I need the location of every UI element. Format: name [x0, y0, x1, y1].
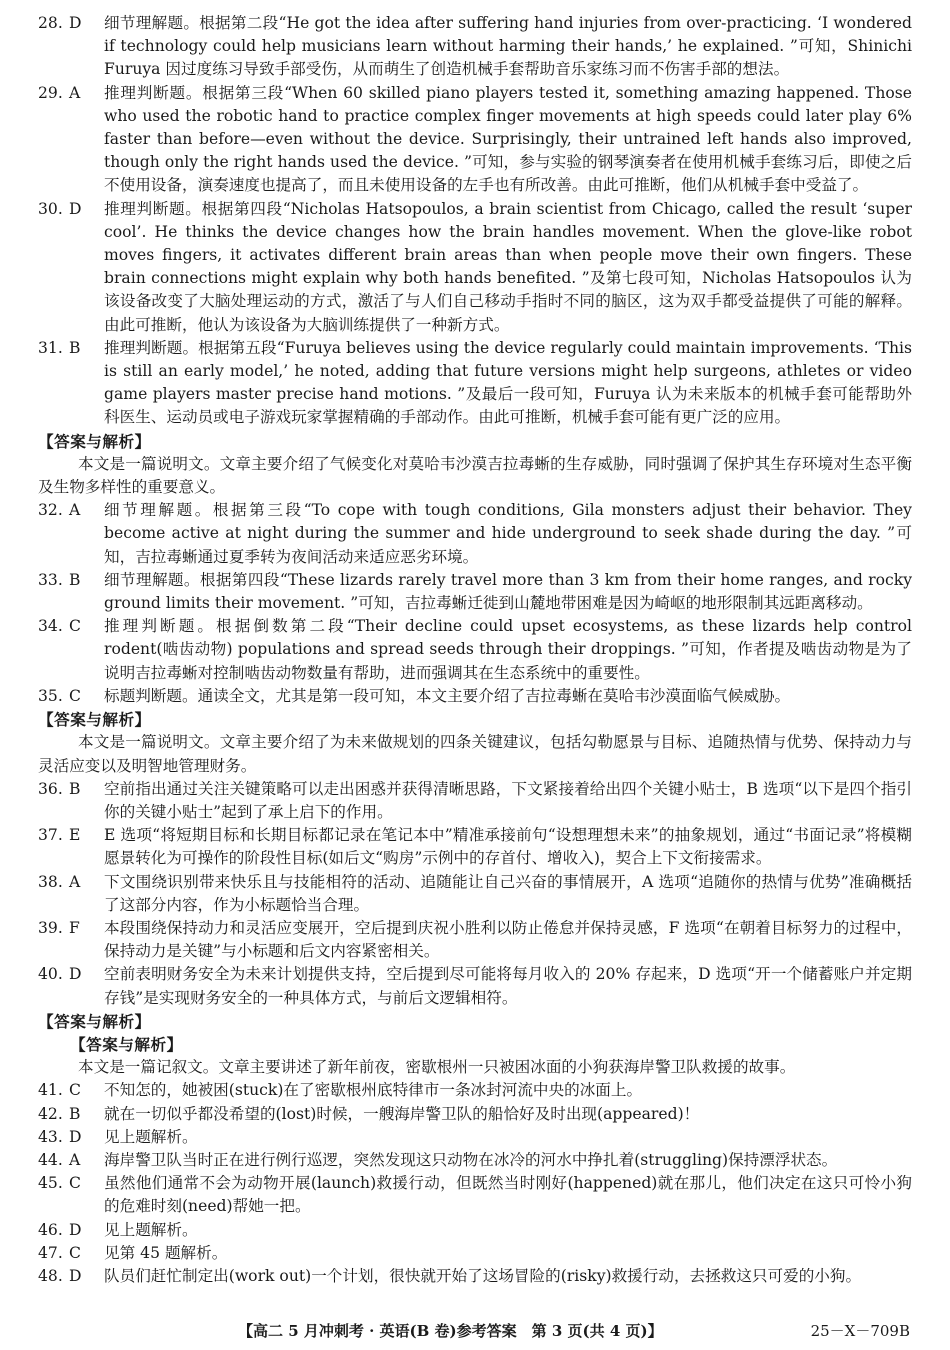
answer-letter: E — [69, 826, 81, 845]
question-number: 45. — [38, 1174, 63, 1193]
question-number: 42. — [38, 1104, 63, 1123]
question-number: 36. — [38, 779, 63, 798]
answer-letter: D — [69, 965, 82, 984]
answer-item — [38, 615, 912, 685]
question-number: 43. — [38, 1127, 63, 1146]
explanation-text: 细节理解题。根据第四段“These lizards rarely travel more than 3 km from their home ranges, and rocky ground limits their movement. ”可知，吉拉毒蜥迁徙到山麓地带困难是因为崎岖的地形限制其远距离移动。 — [104, 570, 912, 613]
question-number: 34. — [38, 617, 63, 636]
explanation-text: 细节理解题。根据第二段“He got the idea after suffering hand injuries from over-practicing. ‘I wondered if technology could help musicians learn without harming their hands,’ he explained. ”可知，Shinichi Furuya 因过度练习导致手部受伤，从而萌生了创造机械手套帮助音乐家练习而不伤害手部的想法。 — [104, 14, 912, 79]
explanation-text: 空前指出通过关注关键策略可以走出困惑并获得清晰思路，下文紧接着给出四个关键小贴士，B 选项“以下是四个指引你的关键小贴士”起到了承上启下的作用。 — [104, 779, 912, 821]
explanation-text: 见上题解析。 — [104, 1220, 198, 1239]
question-number: 40. — [38, 965, 63, 984]
explanation-text: 推理判断题。根据第三段“When 60 skilled piano players tested it, something amazing happened. Those who used the robotic hand to practice complex finger movements at high speeds could later play 6% faster than before—even without the device. Surprisingly, their untrained left hands also improved, though only the right hands used the device. ”可知，参与实验的钢琴演奏者在使用机械手套练习后，即使之后不使用设备，演奏速度也提高了，而且未使用设备的左手也有所改善。由此可推断，他们从机械手套中受益了。 — [104, 83, 912, 195]
answer-item — [38, 82, 912, 198]
answer-item — [38, 1265, 912, 1288]
answer-letter: C — [69, 1081, 81, 1100]
explanation-text: 推理判断题。根据倒数第二段“Their decline could upset ecosystems, as these lizards help control rodent(啮齿动物) populations and spread seeds through their droppings. ”可知，作者提及啮齿动物是为了说明吉拉毒蜥对控制啮齿动物数量有帮助，进而强调其在生态系统中的重要性。 — [104, 617, 912, 682]
explanation-text: 见第 45 题解析。 — [104, 1243, 228, 1262]
answer-letter: F — [69, 918, 80, 937]
answer-item — [38, 1242, 912, 1265]
question-group-32-35 — [38, 499, 912, 708]
question-group-28-31 — [38, 12, 912, 430]
explanation-text: 推理判断题。根据第五段“Furuya believes using the device regularly could maintain improvements. ‘This is still an early model,’ he noted, adding that future versions might help surgeons, athletes or video game players master precise hand motions. ”及最后一段可知，Furuya 认为未来版本的机械手套可能帮助外科医生、运动员或电子游戏玩家掌握精确的手部动作。由此可推断，机械手套可能有更广泛的应用。 — [104, 338, 912, 427]
question-number: 30. — [38, 199, 63, 218]
explanation-text: E 选项“将短期目标和长期目标都记录在笔记本中”精准承接前句“设想理想未来”的抽象规划，通过“书面记录”将模糊愿景转化为可操作的阶段性目标(如后文“购房”示例中的存首付、增收入)，契合上下文衔接需求。 — [104, 826, 912, 868]
question-number: 41. — [38, 1081, 63, 1100]
answer-item — [38, 337, 912, 430]
answer-letter: B — [69, 1104, 81, 1123]
explanation-text: 不知怎的，她被困(stuck)在了密歇根州底特律市一条冰封河流中央的冰面上。 — [104, 1081, 643, 1100]
answer-letter: C — [69, 617, 81, 636]
question-number: 28. — [38, 14, 63, 32]
answer-letter: D — [69, 14, 82, 32]
section-summary: 本文是一篇说明文。文章主要介绍了气候变化对莫哈韦沙漠吉拉毒蜥的生存威胁，同时强调了保护其生存环境对生态平衡及生物多样性的重要意义。 — [38, 454, 912, 497]
answer-letter: A — [69, 83, 81, 102]
answer-item — [38, 1126, 912, 1149]
answer-letter: B — [69, 570, 81, 589]
explanation-text: 本段围绕保持动力和灵活应变展开，空后提到庆祝小胜利以防止倦怠并保持灵感，F 选项“在朝着目标努力的过程中，保持动力是关键”与小标题和后文内容紧密相关。 — [104, 918, 912, 961]
explanation-text: 细节理解题。根据第三段“To cope with tough conditions, Gila monsters adjust their behavior. They become active at night during the summer and hide underground to seek shade during the day. ”可知，吉拉毒蜥通过夏季转为夜间活动来适应恶劣环境。 — [104, 501, 912, 566]
answer-item — [38, 1149, 912, 1172]
answer-letter: D — [69, 1266, 82, 1285]
question-number: 39. — [38, 918, 63, 937]
explanation-text: 就在一切似乎都没希望的(lost)时候，一艘海岸警卫队的船恰好及时出现(appeared)！ — [104, 1104, 700, 1123]
answer-letter: A — [69, 1150, 81, 1169]
footer-title: 【高二 5 月冲刺考 · 英语(B 卷)参考答案 第 3 页(共 4 页)】 — [238, 1322, 663, 1340]
question-number: 31. — [38, 338, 63, 357]
answer-item — [38, 778, 912, 824]
footer-code: 25－X－709B — [810, 1322, 910, 1340]
answer-item — [38, 1172, 912, 1218]
explanation-text: 海岸警卫队当时正在进行例行巡逻，突然发现这只动物在冰冷的河水中挣扎着(struggling)保持漂浮状态。 — [104, 1150, 838, 1169]
answer-item — [38, 685, 912, 708]
section-heading: 【答案与解析】 — [38, 1011, 151, 1031]
answer-letter: B — [69, 779, 81, 798]
question-number: 38. — [38, 872, 63, 891]
page-content — [38, 12, 912, 1288]
question-group-36-40 — [38, 778, 912, 1010]
answer-letter: C — [69, 1174, 81, 1193]
answer-letter: C — [69, 686, 81, 705]
answer-letter: B — [69, 338, 81, 357]
question-number: 29. — [38, 83, 63, 102]
answer-item — [38, 824, 912, 870]
answer-item — [38, 871, 912, 917]
answer-item — [38, 1079, 912, 1102]
question-number: 44. — [38, 1150, 63, 1169]
answer-letter: A — [69, 872, 81, 891]
question-number: 37. — [38, 826, 63, 845]
section-heading: 【答案与解析】 — [38, 710, 151, 730]
answer-item — [38, 499, 912, 569]
section-summary: 本文是一篇说明文。文章主要介绍了为未来做规划的四条关键建议，包括勾勒愿景与目标、追随热情与优势、保持动力与灵活应变以及明智地管理财务。 — [38, 733, 912, 775]
section-summary: 本文是一篇记叙文。文章主要讲述了新年前夜，密歇根州一只被困冰面的小狗获海岸警卫队救援的故事。 — [78, 1058, 796, 1077]
question-number: 46. — [38, 1220, 63, 1239]
section-heading: 【答案与解析】 — [38, 431, 151, 451]
question-number: 32. — [38, 501, 63, 520]
answer-item — [38, 198, 912, 337]
question-group-41-48 — [38, 1079, 912, 1288]
explanation-text: 推理判断题。根据第四段“Nicholas Hatsopoulos, a brain scientist from Chicago, called the result ‘super cool’. He thinks the device changes how the brain handles movement. When the glove-like robot moves fingers, it activates different brain areas than when people move their own fingers. These brain connections might explain why both hands benefited. ”及第七段可知，Nicholas Hatsopoulos 认为该设备改变了大脑处理运动的方式，激活了与人们自己移动手指时不同的脑区，这为双手都受益提供了可能的解释。由此可推断，他认为该设备为大脑训练提供了一种新方式。 — [104, 199, 912, 334]
answer-item — [38, 12, 912, 82]
explanation-text: 队员们赶忙制定出(work out)一个计划，很快就开始了这场冒险的(risky)救援行动，去拯救这只可爱的小狗。 — [104, 1266, 862, 1285]
question-number: 33. — [38, 570, 63, 589]
answer-item — [38, 917, 912, 963]
section-subheading: 【答案与解析】 — [70, 1034, 183, 1054]
question-number: 48. — [38, 1266, 63, 1285]
explanation-text: 标题判断题。通读全文，尤其是第一段可知，本文主要介绍了吉拉毒蜥在莫哈韦沙漠面临气候威胁。 — [104, 686, 791, 705]
question-number: 47. — [38, 1243, 63, 1262]
question-number: 35. — [38, 686, 63, 705]
answer-item — [38, 1103, 912, 1126]
page-footer — [0, 1320, 950, 1344]
answer-item — [38, 963, 912, 1009]
explanation-text: 下文围绕识别带来快乐且与技能相符的活动、追随能让自己兴奋的事情展开，A 选项“追随你的热情与优势”准确概括了这部分内容，作为小标题恰当合理。 — [104, 872, 912, 914]
answer-letter: D — [69, 199, 82, 218]
answer-letter: D — [69, 1127, 82, 1146]
explanation-text: 空前表明财务安全为未来计划提供支持，空后提到尽可能将每月收入的 20% 存起来，D 选项“开一个储蓄账户并定期存钱”是实现财务安全的一种具体方式，与前后文逻辑相符。 — [104, 965, 912, 1007]
answer-letter: D — [69, 1220, 82, 1239]
answer-item — [38, 1219, 912, 1242]
explanation-text: 见上题解析。 — [104, 1127, 198, 1146]
answer-letter: C — [69, 1243, 81, 1262]
answer-letter: A — [69, 501, 81, 520]
answer-item — [38, 569, 912, 615]
explanation-text: 虽然他们通常不会为动物开展(launch)救援行动，但既然当时刚好(happened)就在那儿，他们决定在这只可怜小狗的危难时刻(need)帮她一把。 — [104, 1174, 912, 1216]
